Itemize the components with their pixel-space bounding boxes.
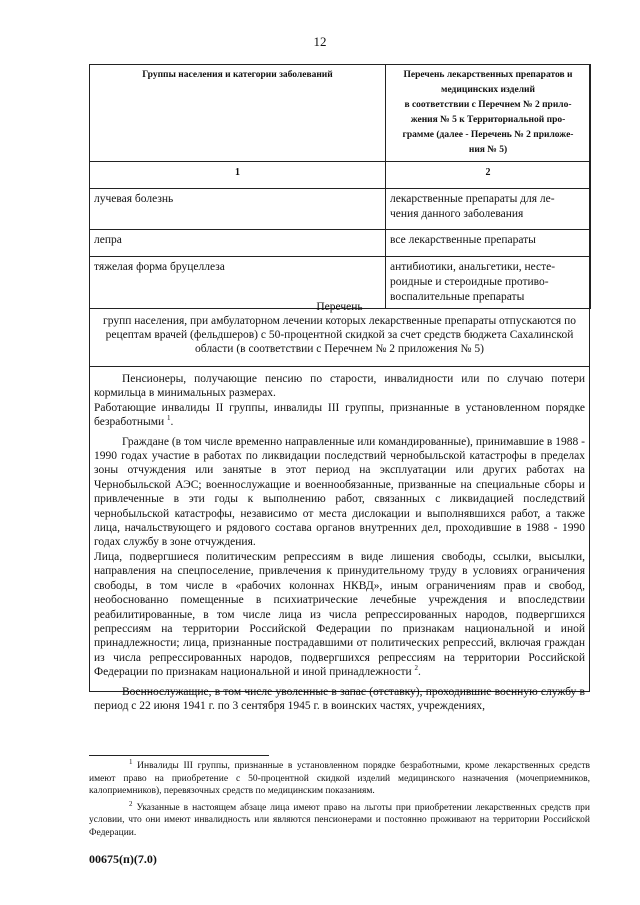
drugs-line: роидные и стероидные противо- [390, 276, 549, 288]
list-title: Перечень [316, 301, 363, 313]
header-drugs-line: грамме (далее - Перечень № 2 приложе- [402, 130, 574, 140]
paragraph-disabled: Работающие инвалиды II группы, инвалиды III группы, признанные в установленном порядке безработными $^1$. [94, 401, 585, 429]
footnote-divider [89, 755, 269, 756]
footnote-mark: 1 [129, 757, 133, 766]
group-cell: лепра [90, 230, 386, 257]
drugs-line: чения данного заболевания [390, 208, 524, 220]
list-content [89, 366, 590, 712]
paragraph-pensioners: Пенсионеры, получающие пенсию по старости, инвалидности или по случаю потери кормильца в минимальных размерах. [94, 373, 585, 400]
footnotes [89, 757, 591, 840]
column-number-2: 2 [386, 162, 591, 189]
header-drugs-line: ния № 5) [468, 145, 508, 155]
header-groups-text: Группы населения и категории заболеваний [142, 70, 333, 80]
header-drugs-line: Перечень лекарственных препаратов и [403, 70, 573, 80]
paragraph-chernobyl: Граждане (в том числе временно направленные или командированные), принимавшие в 1988 - 1990 годах участие в работах по ликвидации последствий чернобыльской катастрофы в пределах зоны отчуждения или занятые в этот период на эксплуатации или других работах на Чернобыльской АЭС; военнослужащие и военнообязанные, призванные на специальные сборы и привлеченные в эти годы к выполнению работ, связанных с ликвидацией последствий чернобыльской катастрофы, независимо от места дислокации и выполнявшихся работ, а также лица, начальствующего и рядового состава органов внутренних дел, проходившие в 1988 - 1990 годах службу в зоне отчуждения. [94, 435, 585, 549]
document-code: 00675(п)(7.0) [89, 852, 157, 866]
paragraph-disabled-text: Работающие инвалиды II группы, инвалиды III группы, признанные в установленном порядке безработными [94, 401, 585, 429]
page-number: 12 [313, 34, 327, 49]
paragraph-repressed-text: Лица, подвергшиеся политическим репрессиям в виде лишения свободы, ссылки, высылки, направления на спецпоселение, привлечения к принудительному труду в условиях ограничения свободы, в том числе в «рабочих колоннах НКВД», иным ограничениям прав и свобод, необоснованно помещенные в психиатрические лечебные учреждения и впоследствии реабилитированные, в том числе лица из числа репрессированных народов, подвергшихся репрессиям на территории Российской Федерации по признакам национальной и иной принадлежности; лица, признанные пострадавшими от политических репрессий, включая граждан из числа репрессированных народов, подвергшихся репрессиям на территории Российской Федерации по признакам национальной и иной принадлежности [94, 550, 585, 679]
header-drugs-line: жения № 5 к Территориальной про- [410, 115, 566, 125]
group-cell: тяжелая форма бруцеллеза [90, 257, 386, 309]
header-drugs-line: в соответствии с Перечнем № 2 прило- [404, 100, 572, 110]
footnote-1 [89, 757, 591, 798]
footnote-ref-2: 2 [414, 664, 419, 673]
paragraph-repressed: Лица, подвергшиеся политическим репрессиям в виде лишения свободы, ссылки, высылки, направления на спецпоселение, привлечения к принудительному труду в условиях ограничения свободы, в том числе в «рабочих колоннах НКВД», иным ограничениям прав и свобод, необоснованно помещенные в психиатрические лечебные учреждения и впоследствии реабилитированные, в том числе лица из числа репрессированных народов, подвергшихся репрессиям на территории Российской Федерации по признакам национальной и иной принадлежности; лица, признанные пострадавшими от политических репрессий, включая граждан из числа репрессированных народов, подвергшихся репрессиям на территории Российской Федерации по признакам национальной и иной принадлежности $^2$. [94, 550, 585, 679]
drugs-line: воспалительные препараты [390, 291, 525, 303]
list-subtitle: групп населения, при амбулаторном лечении которых лекарственные препараты отпускаются по рецептам врачей (фельдшеров) с 50-процентной скидкой за счет средств бюджета Сахалинской области (в соответствии с Перечнем № 2 приложения № 5) [103, 315, 576, 355]
group-cell: лучевая болезнь [90, 189, 386, 230]
drugs-line: все лекарственные препараты [390, 234, 536, 246]
paragraph-military: Военнослужащие, в том числе уволенные в запас (отставку), проходившие военную службу в период с 22 июня 1941 г. по 3 сентября 1945 г. в воинских частях, учреждениях, [94, 685, 585, 712]
list-heading [90, 300, 589, 356]
drugs-line: лекарственные препараты для ле- [390, 193, 555, 205]
footnote-2 [89, 799, 590, 840]
header-drugs-line: медицинских изделий [441, 85, 535, 95]
footnote-text: Указанные в настоящем абзаце лица имеют право на льготы при приобретении лекарственных средств при условии, что они имеют инвалидность или являются пенсионерами и постоянно проживают на территории Российской Федерации. [89, 802, 590, 838]
footnote-ref-1: 1 [167, 414, 171, 423]
footnote-text: Инвалиды III группы, признанные в установленном порядке безработными, кроме лекарственных средств имеют право на приобретение с 50-процентной скидкой изделий медицинского назначения (мочеприемников, калоприемников), перевязочных средств по медицинским показаниям. [89, 761, 591, 797]
drugs-line: антибиотики, анальгетики, несте- [390, 261, 556, 273]
footnote-mark: 2 [129, 799, 133, 808]
column-number-1: 1 [90, 162, 386, 189]
